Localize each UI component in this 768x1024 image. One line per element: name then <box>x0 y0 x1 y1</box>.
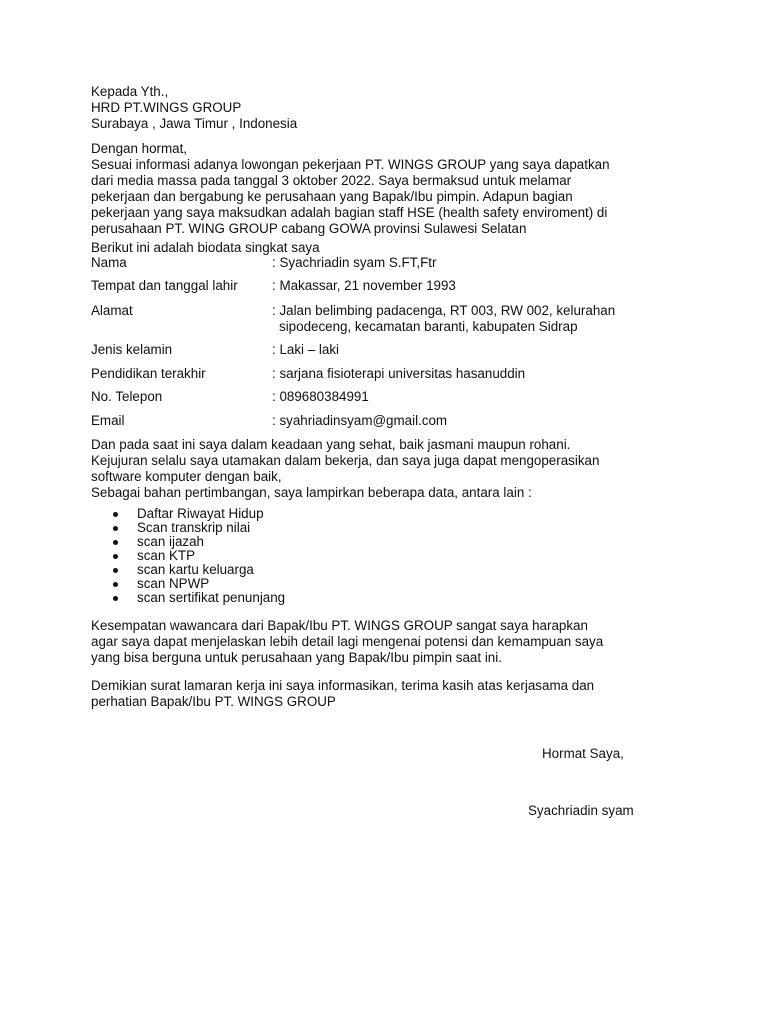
intro-line: pekerjaan yang saya maksudkan adalah bagian staff HSE (health safety enviroment) di <box>91 205 608 220</box>
interview-line: Kesempatan wawancara dari Bapak/Ibu PT. WINGS GROUP sangat saya harapkan <box>91 618 588 633</box>
bullet-icon <box>113 582 118 587</box>
interview-line: agar saya dapat menjelaskan lebih detail lagi mengenai potensi dan kemampuan saya <box>91 634 604 649</box>
biodata-label: No. Telepon <box>91 389 163 404</box>
biodata-value: : Jalan belimbing padacenga, RT 003, RW 002, kelurahan <box>272 303 616 318</box>
recipient-address: Surabaya , Jawa Timur , Indonesia <box>91 116 298 131</box>
biodata-value-continued: sipodeceng, kecamatan baranti, kabupaten Sidrap <box>279 319 578 334</box>
list-item <box>110 521 285 535</box>
recipient-block <box>91 84 679 132</box>
biodata-value: : 089680384991 <box>272 389 369 404</box>
biodata-value: : Makassar, 21 november 1993 <box>272 278 456 293</box>
biodata-label: Email <box>91 413 125 428</box>
biodata-intro <box>91 240 679 256</box>
intro-line: dari media massa pada tanggal 3 oktober 2022. Saya bermaksud untuk melamar <box>91 173 572 188</box>
closing-line: perhatian Bapak/Ibu PT. WINGS GROUP <box>91 694 336 709</box>
biodata-label: Tempat dan tanggal lahir <box>91 278 238 293</box>
interview-line: yang bisa berguna untuk perusahaan yang Bapak/Ibu pimpin saat ini. <box>91 650 502 665</box>
attachment-text: scan sertifikat penunjang <box>137 590 286 605</box>
bullet-icon <box>113 512 118 517</box>
biodata-value: : Laki – laki <box>272 342 339 357</box>
attachment-list <box>110 507 285 605</box>
health-line: Sebagai bahan pertimbangan, saya lampirkan beberapa data, antara lain : <box>91 485 532 500</box>
attachment-text: scan NPWP <box>137 576 210 591</box>
bullet-icon <box>113 554 118 559</box>
closing-paragraph <box>91 678 679 710</box>
attachment-text: scan ijazah <box>137 534 204 549</box>
biodata-label: Jenis kelamin <box>91 342 173 357</box>
biodata-value: : sarjana fisioterapi universitas hasanuddin <box>272 366 526 381</box>
signoff: Hormat Saya, <box>542 746 624 761</box>
health-paragraph <box>91 437 679 501</box>
greeting-text: Dengan hormat, <box>91 141 188 156</box>
bullet-icon <box>113 596 118 601</box>
intro-line: Sesuai informasi adanya lowongan pekerjaan PT. WINGS GROUP yang saya dapatkan <box>91 157 610 172</box>
recipient-line: Kepada Yth., <box>91 84 169 99</box>
biodata-label: Nama <box>91 255 127 270</box>
recipient-company: HRD PT.WINGS GROUP <box>91 100 242 115</box>
greeting <box>91 141 679 157</box>
attachment-text: Scan transkrip nilai <box>137 520 251 535</box>
bullet-icon <box>113 526 118 531</box>
list-item <box>110 507 285 521</box>
list-item <box>110 577 285 591</box>
attachment-text: scan KTP <box>137 548 196 563</box>
intro-paragraph <box>91 157 679 237</box>
attachment-text: Daftar Riwayat Hidup <box>137 506 264 521</box>
biodata-value: : Syachriadin syam S.FT,Ftr <box>272 255 437 270</box>
bullet-icon <box>113 540 118 545</box>
list-item <box>110 549 285 563</box>
health-line: software komputer dengan baik, <box>91 469 282 484</box>
biodata-label: Alamat <box>91 303 133 318</box>
list-item <box>110 535 285 549</box>
attachment-text: scan kartu keluarga <box>137 562 254 577</box>
biodata-value: : syahriadinsyam@gmail.com <box>272 413 448 428</box>
health-line: Dan pada saat ini saya dalam keadaan yang sehat, baik jasmani maupun rohani. <box>91 437 571 452</box>
list-item <box>110 591 285 605</box>
biodata-label: Pendidikan terakhir <box>91 366 206 381</box>
intro-line: perusahaan PT. WING GROUP cabang GOWA provinsi Sulawesi Selatan <box>91 221 527 236</box>
bullet-icon <box>113 568 118 573</box>
biodata-intro-text: Berikut ini adalah biodata singkat saya <box>91 240 320 255</box>
intro-line: pekerjaan dan bergabung ke perusahaan yang Bapak/Ibu pimpin. Adapun bagian <box>91 189 573 204</box>
list-item <box>110 563 285 577</box>
health-line: Kejujuran selalu saya utamakan dalam bekerja, dan saya juga dapat mengoperasikan <box>91 453 600 468</box>
interview-paragraph <box>91 618 679 666</box>
closing-line: Demikian surat lamaran kerja ini saya informasikan, terima kasih atas kerjasama dan <box>91 678 595 693</box>
signer-name: Syachriadin syam <box>528 803 634 818</box>
